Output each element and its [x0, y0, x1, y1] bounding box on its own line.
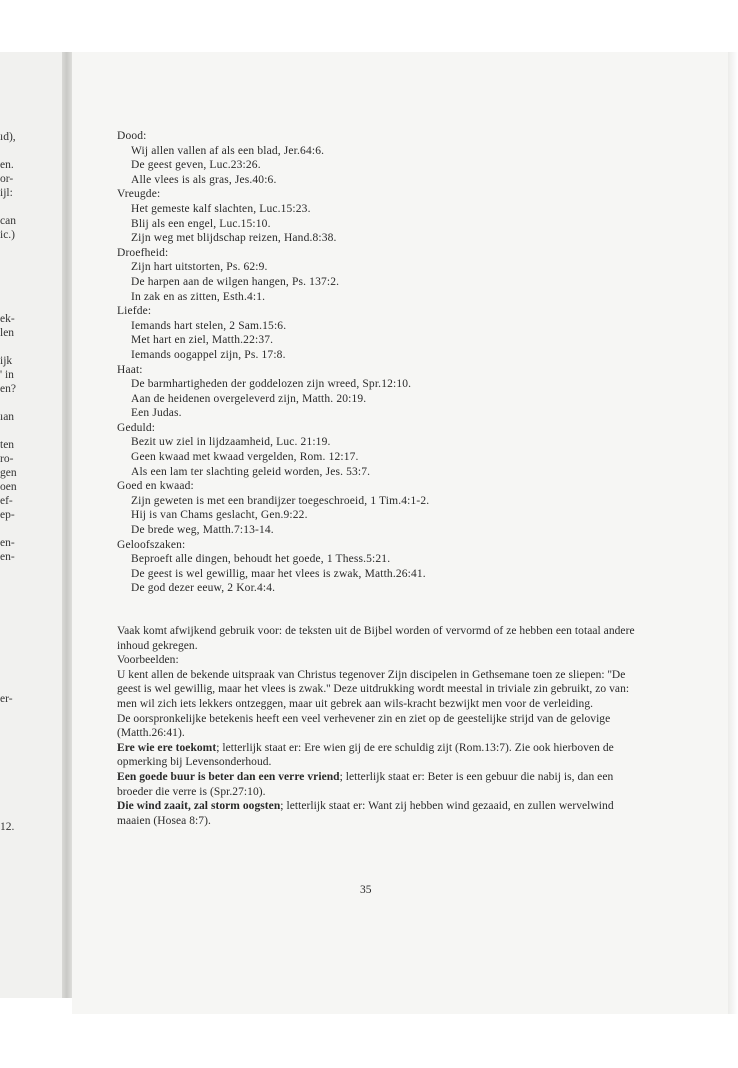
section-heading: Geloofszaken: — [117, 538, 186, 551]
section-item: Zijn hart uitstorten, Ps. 62:9. — [131, 261, 268, 274]
intro-paragraph: Vaak komt afwijkend gebruik voor: de teksten uit de Bijbel worden of vervormd of ze hebben een totaal andere inhoud gekregen. — [117, 625, 635, 652]
section-item: Met hart en ziel, Matth.22:37. — [131, 334, 274, 347]
example-buur-phrase: Een goede buur is beter dan een verre vriend — [117, 770, 340, 783]
previous-page-fragment: ek- — [0, 313, 15, 325]
previous-page-fragment: en- — [0, 551, 15, 563]
example-ere-phrase: Ere wie ere toekomt — [117, 741, 217, 754]
previous-page-fragment: 12. — [0, 821, 15, 833]
previous-page-fragment: len — [0, 327, 15, 339]
section-item: Iemands hart stelen, 2 Sam.15:6. — [131, 319, 287, 332]
section-item: De brede weg, Matth.7:13-14. — [131, 524, 274, 537]
section-heading: Liefde: — [117, 305, 152, 318]
previous-page-fragment: ıd), — [0, 131, 16, 143]
section-item: De god dezer eeuw, 2 Kor.4:4. — [131, 582, 276, 595]
section-heading: Haat: — [117, 363, 143, 376]
section-item: Iemands oogappel zijn, Ps. 17:8. — [131, 348, 286, 361]
examples-label: Voorbeelden: — [117, 654, 179, 667]
previous-page-fragment: ef- — [0, 495, 13, 507]
example-ere — [117, 741, 637, 770]
section-item: Als een lam ter slachting geleid worden, Jes. 53:7. — [131, 465, 371, 478]
section-heading: Droefheid: — [117, 246, 169, 259]
previous-page-fragment: ıan — [0, 411, 15, 423]
section-item: De geest geven, Luc.23:26. — [131, 159, 261, 172]
section-item: Zijn geweten is met een brandijzer toegeschroeid, 1 Tim.4:1-2. — [131, 494, 430, 507]
previous-page-fragment: gen — [0, 467, 17, 479]
section-item: Hij is van Chams geslacht, Gen.9:22. — [131, 509, 308, 522]
section-item: De harpen aan de wilgen hangen, Ps. 137:2. — [131, 275, 340, 288]
previous-page-fragment: ijk — [0, 355, 13, 367]
page-edge — [728, 52, 738, 1014]
section-item: In zak en as zitten, Esth.4:1. — [131, 290, 266, 303]
gethsemane-paragraph: U kent allen de bekende uitspraak van Christus tegenover Zijn discipelen in Gethsemane toen ze sliepen: ''De geest is wel gewillig, maar het vlees is zwak.'' Deze uitdrukking wordt meestal in triviale zin gebruikt, zo van: men wil zich iets lekkers ontzeggen, maar uit gebrek aan wils-kracht bezwijkt men voor de verleiding. — [117, 668, 630, 710]
section-heading: Vreugde: — [117, 188, 161, 201]
section-heading: Dood: — [117, 130, 147, 142]
theme-list — [117, 129, 635, 596]
previous-page-fragment: er- — [0, 693, 13, 705]
previous-page-fragment: ' in — [0, 369, 14, 381]
previous-page-edge — [0, 52, 64, 998]
previous-page-fragment: ic.) — [0, 229, 16, 241]
section-item: Aan de heidenen overgeleverd zijn, Matth. 20:19. — [131, 392, 367, 405]
section-item: Alle vlees is als gras, Jes.40:6. — [131, 173, 277, 186]
section-item: De barmhartigheden der goddelozen zijn wreed, Spr.12:10. — [131, 378, 412, 391]
example-buur — [117, 770, 637, 799]
example-ere-explanation: ; letterlijk staat er: Ere wien gij de ere schuldig zijt (Rom.13:7). Zie ook hierboven de opmerking bij Levensonderhoud. — [117, 741, 614, 769]
section-item: De geest is wel gewillig, maar het vlees is zwak, Matth.26:41. — [131, 567, 426, 580]
original-meaning-paragraph: De oorspronkelijke betekenis heeft een veel verhevener zin en ziet op de geestelijke strijd van de gelovige (Matth.26:41). — [117, 712, 611, 740]
example-buur-explanation: ; letterlijk staat er: Beter is een gebuur die nabij is, dan een broeder die verre is (Spr.27:10). — [117, 770, 614, 798]
section-heading: Geduld: — [117, 421, 156, 434]
example-wind-phrase: Die wind zaait, zal storm oogsten — [117, 800, 281, 813]
body-text — [117, 624, 637, 828]
previous-page-fragment: ten — [0, 439, 15, 451]
section-item: Beproeft alle dingen, behoudt het goede, 1 Thess.5:21. — [131, 553, 391, 566]
section-item: Blij als een engel, Luc.15:10. — [131, 217, 271, 230]
section-heading: Goed en kwaad: — [117, 480, 194, 493]
page-number: 35 — [360, 884, 372, 896]
section-item: Een Judas. — [131, 407, 182, 420]
example-wind — [117, 799, 637, 828]
previous-page-fragment: en? — [0, 383, 16, 395]
example-wind-explanation: ; letterlijk staat er: Want zij hebben wind gezaaid, en zullen wervelwind maaien (Hosea 8:7). — [117, 800, 614, 827]
previous-page-fragment: ijl: — [0, 187, 13, 199]
previous-page-fragment: or- — [0, 173, 14, 185]
section-item: Wij allen vallen af als een blad, Jer.64:6. — [131, 144, 325, 157]
section-item: Bezit uw ziel in lijdzaamheid, Luc. 21:19. — [131, 436, 331, 449]
previous-page-fragment: oen — [0, 481, 17, 493]
previous-page-fragment: en. — [0, 159, 14, 171]
previous-page-fragment: can — [0, 215, 16, 227]
section-item: Zijn weg met blijdschap reizen, Hand.8:38. — [131, 232, 337, 245]
previous-page-fragment: ep- — [0, 509, 15, 521]
section-item: Geen kwaad met kwaad vergelden, Rom. 12:17. — [131, 451, 359, 464]
previous-page-fragment: ro- — [0, 453, 14, 465]
previous-page-fragment: en- — [0, 537, 15, 549]
section-item: Het gemeste kalf slachten, Luc.15:23. — [131, 202, 311, 215]
